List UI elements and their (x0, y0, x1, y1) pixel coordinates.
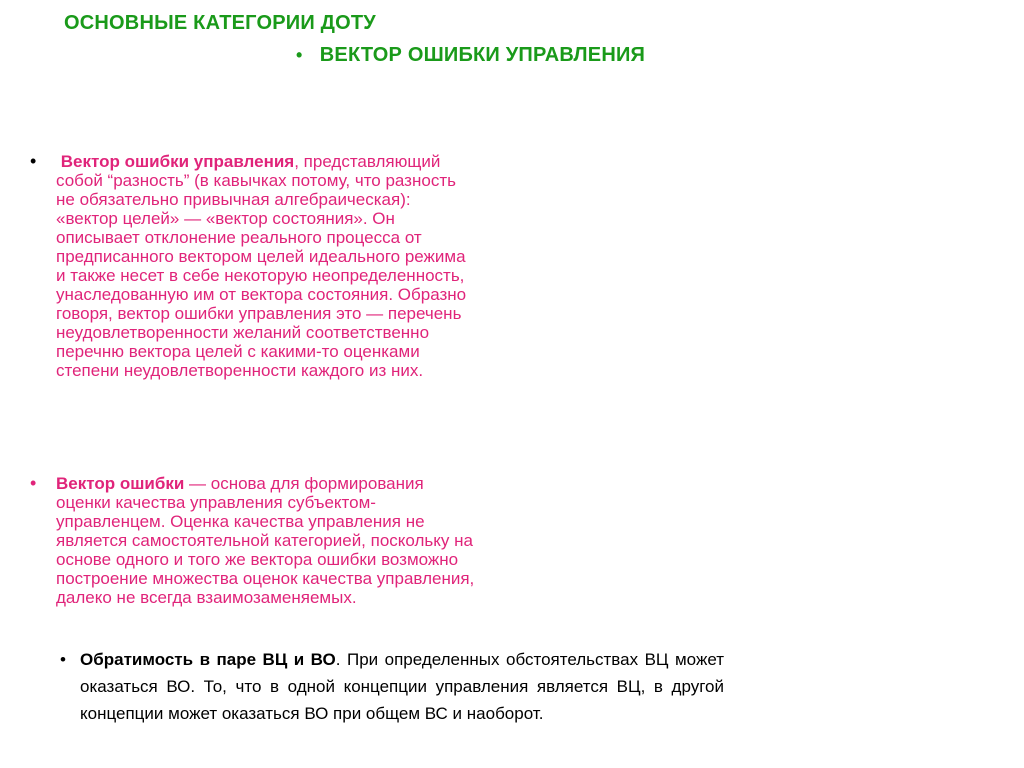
paragraph-lead: Обратимость в паре ВЦ и ВО (80, 650, 336, 669)
paragraph-body: , представляющий собой “разность” (в кавычках потому, что разность не обязательно привычная алгебраическая): «вектор целей» — «вектор состояния». Он описывает отклонение реального процесса от предписанного вектором целей идеального режима и также несет в себе некоторую неопределенность, унаследованную им от вектора состояния. Образно говоря, вектор ошибки управления это — перечень неудовлетворенности желаний соответственно перечню вектора целей с какими-то оценками степени неудовлетворенности каждого из них. (56, 152, 467, 380)
paragraph-reversibility (60, 646, 724, 727)
subtitle-text: ВЕКТОР ОШИБКИ УПРАВЛЕНИЯ (319, 44, 646, 66)
slide-title: ОСНОВНЫЕ КАТЕГОРИИ ДОТУ (64, 12, 376, 34)
paragraph-text (80, 646, 724, 727)
paragraph-body: . При определенных обстоятельствах ВЦ может оказаться ВО. То, что в одной концепции управления является ВЦ, в другой концепции может оказаться ВО при общем ВС и наоборот. (80, 650, 724, 723)
subtitle-bullet: • (296, 45, 303, 65)
bullet-marker: • (60, 650, 66, 669)
paragraph-text (56, 474, 476, 607)
paragraph-text (56, 152, 476, 380)
paragraph-lead: Вектор ошибки управления (60, 152, 295, 171)
bullet-marker: • (30, 151, 37, 171)
slide-subtitle (296, 44, 645, 67)
paragraph-lead: Вектор ошибки (56, 474, 185, 493)
bullet-marker: • (30, 473, 37, 493)
paragraph-body: — основа для формирования оценки качества управления субъектом-управленцем. Оценка качества управления не является самостоятельной категорией, поскольку на основе одного и того же вектора ошибки возможно построение множества оценок качества управления, далеко не всегда взаимозаменяемых. (56, 474, 475, 607)
